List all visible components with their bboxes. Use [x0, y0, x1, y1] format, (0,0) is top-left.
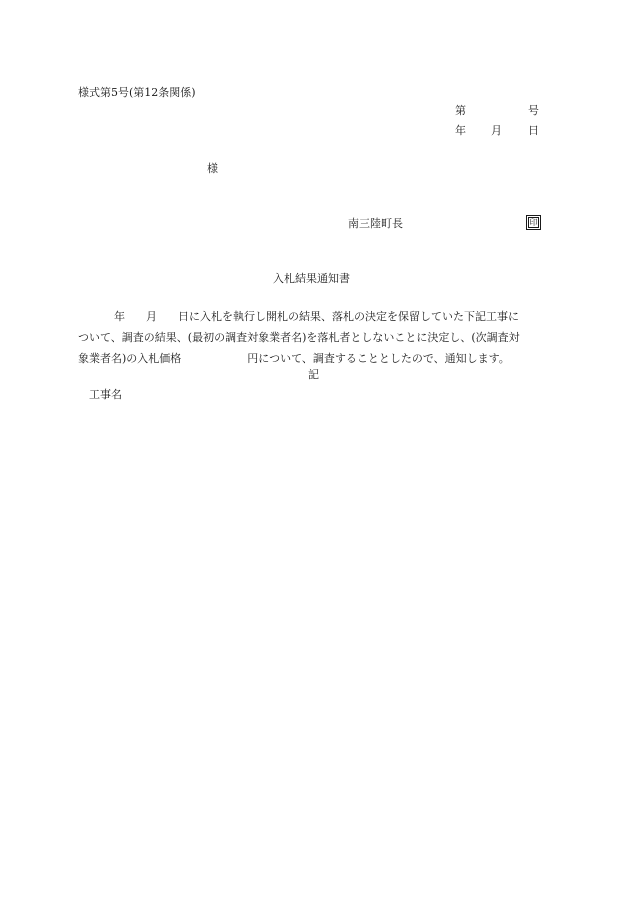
issuer-title: 南三陸町長: [348, 217, 403, 230]
date-day-label: 日: [528, 124, 539, 137]
body-line-1-text: 日に入札を執行し開札の結果、落札の決定を保留していた下記工事に: [178, 310, 519, 323]
project-name-label: 工事名: [89, 388, 122, 401]
body-line-3-text-a: 象業者名)の入札価格: [78, 352, 182, 365]
body-line-3-text-b: 円について、調査することとしたので、通知します。: [247, 352, 510, 365]
date-month-label: 月: [491, 124, 502, 137]
seal-stamp-inner: 印: [529, 217, 538, 227]
doc-number-label: 第: [455, 104, 466, 117]
body-year-label: 年: [114, 310, 125, 323]
seal-stamp: [526, 215, 541, 230]
date-year-label: 年: [455, 124, 466, 137]
body-line-1: [78, 310, 519, 324]
ki-label: 記: [308, 368, 319, 381]
body-line-3: [78, 352, 510, 366]
body-line-2: ついて、調査の結果、(最初の調査対象業者名)を落札者としないことに決定し、(次調査対: [78, 331, 520, 344]
form-number: 様式第5号(第12条関係): [78, 86, 196, 99]
document-title: 入札結果通知書: [273, 272, 350, 285]
body-month-label: 月: [146, 310, 157, 323]
doc-number-suffix: 号: [528, 104, 539, 117]
recipient-honorific: 様: [207, 162, 218, 175]
